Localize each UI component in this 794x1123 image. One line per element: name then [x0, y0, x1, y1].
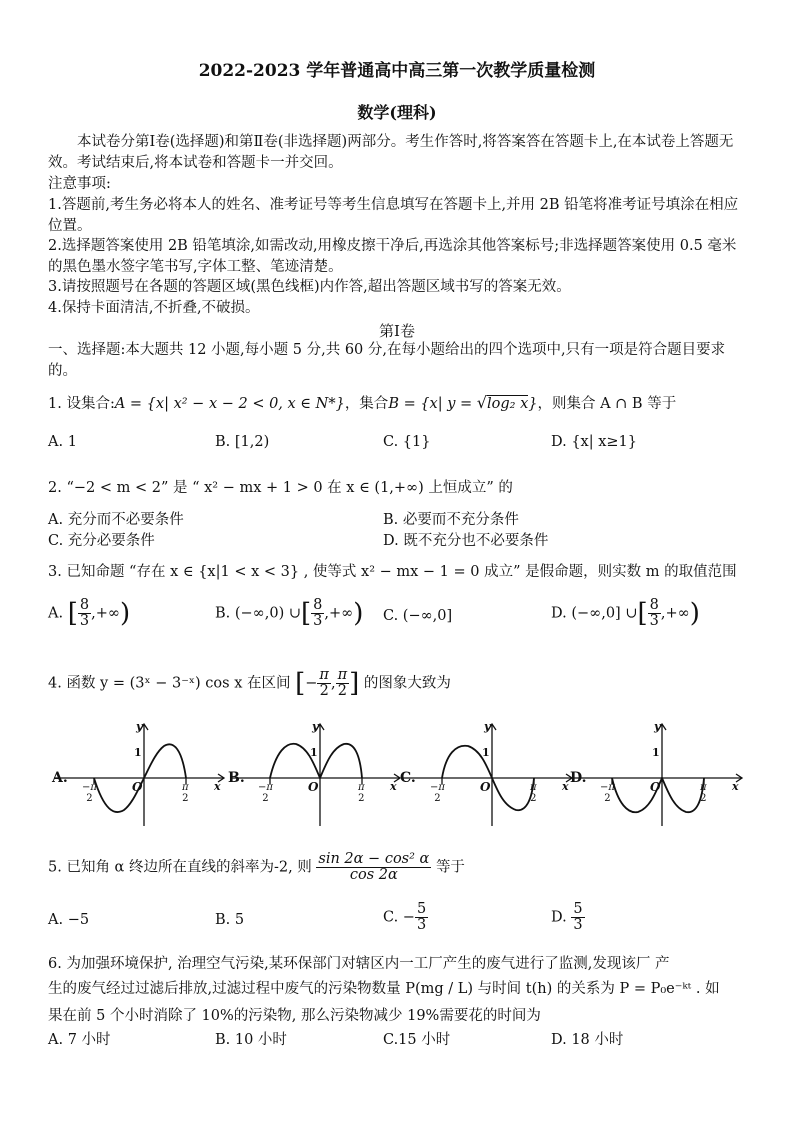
two: 2: [700, 793, 707, 804]
frac-den: 3: [649, 613, 659, 630]
frac-den: 3: [313, 613, 323, 630]
q3-option-b[interactable]: [215, 598, 363, 629]
pi-over-2: [530, 782, 537, 804]
origin-label: O: [132, 780, 143, 794]
y-axis-label: y: [484, 720, 491, 733]
neg-pi-over-2: −π 2: [258, 782, 273, 804]
bracket: [: [67, 598, 78, 629]
q1-option-c[interactable]: C. {1}: [383, 434, 431, 450]
graph-c-label: C.: [400, 770, 416, 786]
two: 2: [434, 793, 441, 804]
frac-den: 3: [573, 917, 583, 934]
pi-over-2: [700, 782, 707, 804]
frac-num: π: [337, 667, 348, 683]
q6-option-d[interactable]: D. 18 小时: [551, 1032, 624, 1048]
bracket: ]: [349, 668, 360, 699]
frac-num: 5: [573, 901, 583, 917]
q1-end: ，则集合 A ∩ B 等于: [537, 396, 677, 412]
pi: π: [438, 782, 445, 793]
frac-den: 3: [416, 917, 427, 934]
q4-stem-b: 的图象大致为: [363, 675, 451, 692]
q4-frac-left: [317, 668, 331, 699]
question-3-stem: 3. 已知命题 “存在 x ∈ {x|1 < x < 3} , 使等式 x² − mx − 1 = 0 成立” 是假命题，则实数 m 的取值范围: [48, 564, 737, 580]
q5-stem-b: 等于: [435, 859, 465, 876]
q5-c-label: C. −: [383, 909, 415, 926]
q3-d-label: D.: [551, 605, 567, 622]
section-instructions: 一、选择题:本大题共 12 小题,每小题 5 分,共 60 分,在每小题给出的四个选项中,只有一项是符合题目要求的。: [48, 342, 726, 379]
q3-d-set: (−∞,0] ∪: [571, 605, 638, 622]
notice-item-1: 1.答题前,考生务必将本人的姓名、准考证号等考生信息填写在答题卡上,并用 2B 铅笔将准考证号填涂在相应位置。: [48, 197, 739, 234]
section-title: 第Ⅰ卷: [379, 322, 415, 340]
frac-num: 5: [416, 901, 427, 917]
frac-num: π: [319, 667, 329, 683]
neg-pi-over-2: −π 2: [82, 782, 97, 804]
q4-frac-right: [336, 668, 350, 699]
q1-set-b-close: }: [528, 396, 538, 412]
q5-option-c[interactable]: [383, 902, 428, 933]
q5-option-d[interactable]: [551, 902, 585, 933]
q3-c-label: C.: [383, 608, 399, 624]
two: 2: [182, 793, 189, 804]
question-6-line-2: 生的废气经过过滤后排放,过滤过程中废气的污染物数量 P(mg / L) 与时间 t(h) 的关系为 P = P₀e⁻ᵏᵗ . 如: [48, 981, 720, 997]
q5-option-a[interactable]: A. −5: [48, 912, 90, 928]
y-axis-label: y: [312, 720, 319, 733]
two: 2: [604, 793, 611, 804]
graph-a-label: A.: [52, 770, 68, 786]
minus: −: [305, 675, 318, 692]
neg-pi-over-2: −π 2: [600, 782, 615, 804]
q1-radicand: log₂ x: [487, 396, 529, 412]
one-label: 1: [134, 746, 142, 759]
graph-d-label: D.: [570, 770, 587, 786]
q4-stem-a: 4. 函数 y = (3ˣ − 3⁻ˣ) cos x 在区间: [48, 675, 291, 692]
comma: ,: [330, 675, 336, 692]
exam-subtitle: 数学(理科): [357, 103, 437, 122]
q3-option-a[interactable]: [48, 598, 130, 629]
graph-b-label: B.: [228, 770, 245, 786]
one-label: 1: [310, 746, 318, 759]
frac-num: 8: [313, 597, 323, 613]
q6-option-c[interactable]: C.15 小时: [383, 1032, 451, 1048]
one-label: 1: [652, 746, 660, 759]
q3-d-frac: [648, 598, 661, 629]
q3-d-inf: ,+∞: [660, 605, 690, 622]
q5-stem-a: 5. 已知角 α 终边所在直线的斜率为-2, 则: [48, 859, 312, 876]
q1-option-d[interactable]: D. {x| x≥1}: [551, 434, 638, 450]
graph-option-d[interactable]: [570, 720, 750, 830]
q5-option-b[interactable]: B. 5: [215, 912, 245, 928]
q2-option-c[interactable]: C. 充分必要条件: [48, 533, 155, 549]
q3-b-set: (−∞,0) ∪: [234, 605, 302, 622]
q6-option-b[interactable]: B. 10 小时: [215, 1032, 287, 1048]
paren: ): [353, 598, 364, 629]
frac-den: 2: [319, 683, 329, 700]
q1-option-a[interactable]: A. 1: [48, 434, 77, 450]
question-1-stem: [48, 392, 676, 413]
sqrt-sign: √: [476, 393, 487, 412]
q3-a-inf: ,+∞: [91, 605, 120, 622]
two: 2: [530, 793, 537, 804]
origin-label: O: [480, 780, 491, 794]
q2-option-a[interactable]: A. 充分而不必要条件: [48, 512, 184, 528]
q2-option-d[interactable]: D. 既不充分也不必要条件: [383, 533, 549, 549]
pi: π: [90, 782, 97, 793]
one-label: 1: [482, 746, 490, 759]
frac-num: sin 2α − cos² α: [318, 851, 430, 867]
two: 2: [262, 793, 269, 804]
q5-d-frac: [571, 902, 584, 933]
question-2-stem: 2. “−2 < m < 2” 是 “ x² − mx + 1 > 0 在 x ∈ (1,+∞) 上恒成立” 的: [48, 480, 513, 496]
two: 2: [86, 793, 93, 804]
pi: π: [530, 782, 537, 793]
q1-label: 1. 设集合:: [48, 396, 115, 412]
pi: π: [358, 782, 365, 793]
question-4-stem: [48, 668, 451, 699]
bracket: [: [637, 598, 648, 629]
pi: π: [700, 782, 707, 793]
exam-title: 2022-2023 学年普通高中高三第一次教学质量检测: [198, 61, 596, 81]
neg-pi-over-2: −π 2: [430, 782, 445, 804]
paren: ): [119, 598, 131, 629]
q3-c-set: (−∞,0]: [402, 608, 453, 624]
notice-item-4: 4.保持卡面清洁,不折叠,不破损。: [48, 300, 260, 316]
question-6-line-3: 果在前 5 个小时消除了 10%的污染物, 那么污染物减少 19%需要花的时间为: [48, 1008, 541, 1024]
q2-option-b[interactable]: B. 必要而不充分条件: [383, 512, 519, 528]
q5-d-label: D.: [551, 909, 567, 926]
q3-option-d[interactable]: [551, 598, 700, 629]
y-axis-label: y: [136, 720, 143, 733]
frac-num: 8: [79, 597, 90, 613]
q3-b-frac: [311, 598, 324, 629]
question-5-stem: [48, 852, 465, 883]
origin-label: O: [650, 780, 661, 794]
question-6-line-1: 6. 为加强环境保护, 治理空气污染,某环保部门对辖区内一工厂产生的废气进行了监测,发现该厂 产: [48, 956, 670, 972]
q3-b-inf: ,+∞: [324, 605, 354, 622]
pi: π: [182, 782, 189, 793]
q3-b-label: B.: [215, 605, 231, 622]
pi: π: [608, 782, 615, 793]
q5-fraction: [316, 852, 431, 883]
pi-over-2: [358, 782, 365, 804]
q1-mid: ，集合: [344, 396, 389, 412]
notice-item-3: 3.请按照题号在各题的答题区域(黑色线框)内作答,超出答题区域书写的答案无效。: [48, 279, 571, 295]
q3-option-c[interactable]: [383, 608, 452, 624]
q1-set-a: A = {x| x² − x − 2 < 0, x ∈ N*}: [114, 396, 345, 412]
intro-paragraph: 本试卷分第Ⅰ卷(选择题)和第Ⅱ卷(非选择题)两部分。考生作答时,将答案答在答题卡上,在本试卷上答题无效。考试结束后,将本试卷和答题卡一并交回。: [48, 134, 734, 171]
x-axis-label: x: [214, 780, 221, 793]
q6-option-a[interactable]: A. 7 小时: [48, 1032, 111, 1048]
notice-item-2: 2.选择题答案使用 2B 铅笔填涂,如需改动,用橡皮擦干净后,再选涂其他答案标号;非选择题答案使用 0.5 毫米的黑色墨水签字笔书写,字体工整、笔迹清楚。: [48, 238, 737, 275]
q5-c-frac: [415, 902, 428, 933]
x-axis-label: x: [562, 780, 569, 793]
y-axis-label: y: [654, 720, 661, 733]
q3-a-frac: [78, 598, 91, 629]
frac-den: 3: [79, 613, 90, 630]
q3-a-label: A.: [48, 605, 64, 622]
pi: π: [266, 782, 273, 793]
q1-set-b: B = {x| y =: [388, 396, 477, 412]
two: 2: [358, 793, 365, 804]
origin-label: O: [308, 780, 319, 794]
pi-over-2: [182, 782, 189, 804]
x-axis-label: x: [390, 780, 397, 793]
graph-option-b[interactable]: [228, 720, 408, 830]
graph-option-a[interactable]: [52, 720, 232, 830]
graph-option-c[interactable]: [400, 720, 580, 830]
bracket: [: [295, 668, 306, 699]
paren: ): [689, 598, 700, 629]
frac-num: 8: [649, 597, 659, 613]
frac-den: cos 2α: [349, 867, 398, 884]
notice-title: 注意事项:: [48, 176, 111, 192]
frac-den: 2: [337, 683, 347, 700]
bracket: [: [301, 598, 312, 629]
q1-option-b[interactable]: B. [1,2): [215, 434, 270, 450]
x-axis-label: x: [732, 780, 739, 793]
